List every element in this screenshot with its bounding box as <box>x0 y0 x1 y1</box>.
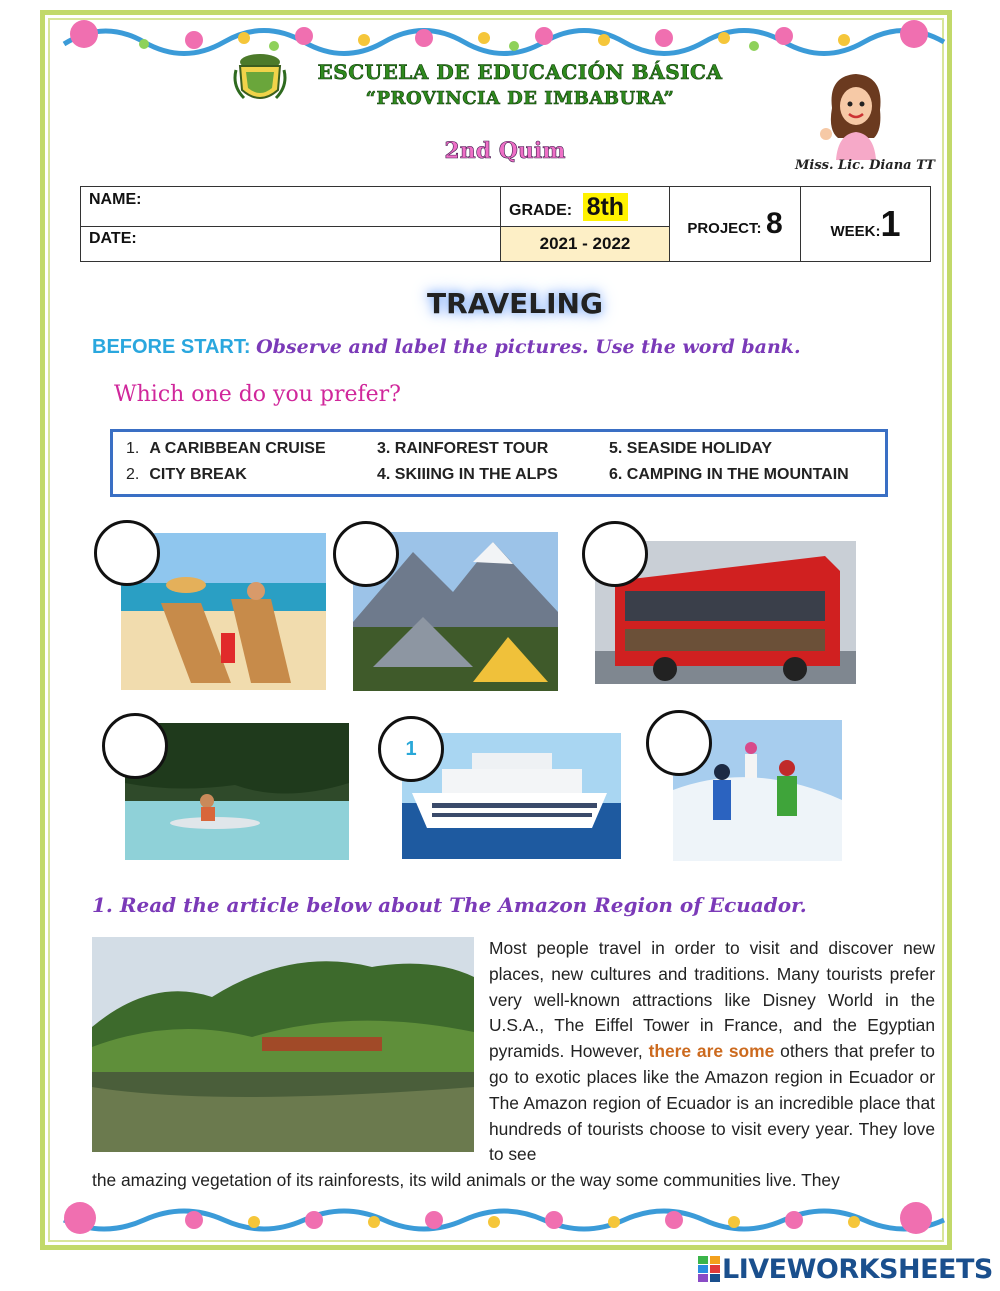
page-title: TRAVELING <box>427 287 603 320</box>
before-start-label: BEFORE START: <box>92 336 251 358</box>
picture-label-circle[interactable] <box>582 521 648 587</box>
word-bank-item: 3. RAINFOREST TOUR <box>377 440 549 457</box>
picture-label-circle[interactable] <box>333 521 399 587</box>
liveworksheets-icon <box>698 1256 722 1282</box>
week-label: WEEK: <box>830 223 881 240</box>
word-bank-item: 4. SKIIING IN THE ALPS <box>377 466 558 483</box>
project-label: PROJECT: <box>687 220 762 237</box>
teacher-avatar <box>818 68 894 160</box>
word-bank-item: 6. CAMPING IN THE MOUNTAIN <box>609 466 849 483</box>
liveworksheets-brand: LIVEWORKSHEETS <box>722 1253 993 1285</box>
bottom-floral-border <box>44 1198 948 1244</box>
word-bank-item: 1. A CARIBBEAN CRUISE <box>126 440 326 457</box>
word-bank <box>110 429 888 497</box>
picture-label-circle[interactable] <box>646 710 712 776</box>
week-cell <box>801 187 931 262</box>
name-label: NAME: <box>89 191 142 208</box>
word-bank-item: 2. CITY BREAK <box>126 466 247 483</box>
week-value: 1 <box>880 203 901 244</box>
grade-cell <box>501 187 670 227</box>
read-instruction: 1. Read the article below about The Amazon Region of Ecuador. <box>92 893 807 917</box>
school-name: ESCUELA DE EDUCACIÓN BÁSICA <box>317 60 723 84</box>
article-text: Most people travel in order to visit and discover new places, new cultures and traditions. Many tourists prefer very well-known attractions like Disney World in the U.S.A., The Eiffel Tower in France, and the Egyptian pyramids. However, there are some others that prefer to go to exotic places like the Amazon region in Ecuador or The Amazon region of Ecuador is an incredible place that hundreds of tourists choose to visit every year. They love to see <box>489 938 935 1165</box>
prefer-question: Which one do you prefer? <box>114 382 401 407</box>
project-cell <box>670 187 801 262</box>
before-start-instruction <box>92 336 801 359</box>
highlighted-phrase: there are some <box>648 1041 775 1062</box>
top-floral-border <box>44 14 948 60</box>
date-cell[interactable] <box>81 227 501 262</box>
school-province: “PROVINCIA DE IMBABURA” <box>365 88 675 109</box>
picture-label-circle[interactable]: 1 <box>378 716 444 782</box>
student-info-table <box>80 186 931 262</box>
liveworksheets-logo <box>698 1252 993 1286</box>
amazon-region-picture <box>92 937 474 1152</box>
picture-label-circle[interactable] <box>102 713 168 779</box>
word-bank-item: 5. SEASIDE HOLIDAY <box>609 440 773 457</box>
project-value: 8 <box>765 207 783 240</box>
school-year: 2021 - 2022 <box>501 227 670 262</box>
picture-label-circle[interactable] <box>94 520 160 586</box>
term-label: 2nd Quim <box>444 138 566 164</box>
before-start-text: Observe and label the pictures. Use the word bank. <box>256 336 801 358</box>
date-label: DATE: <box>89 230 137 247</box>
name-cell[interactable] <box>81 187 501 227</box>
teacher-name: Miss. Lic. Diana TT <box>795 158 935 173</box>
grade-label: GRADE: <box>509 202 573 219</box>
article-text-last-line: the amazing vegetation of its rainforests, its wild animals or the way some communities live. They <box>92 1170 840 1190</box>
grade-value: 8th <box>583 193 629 221</box>
